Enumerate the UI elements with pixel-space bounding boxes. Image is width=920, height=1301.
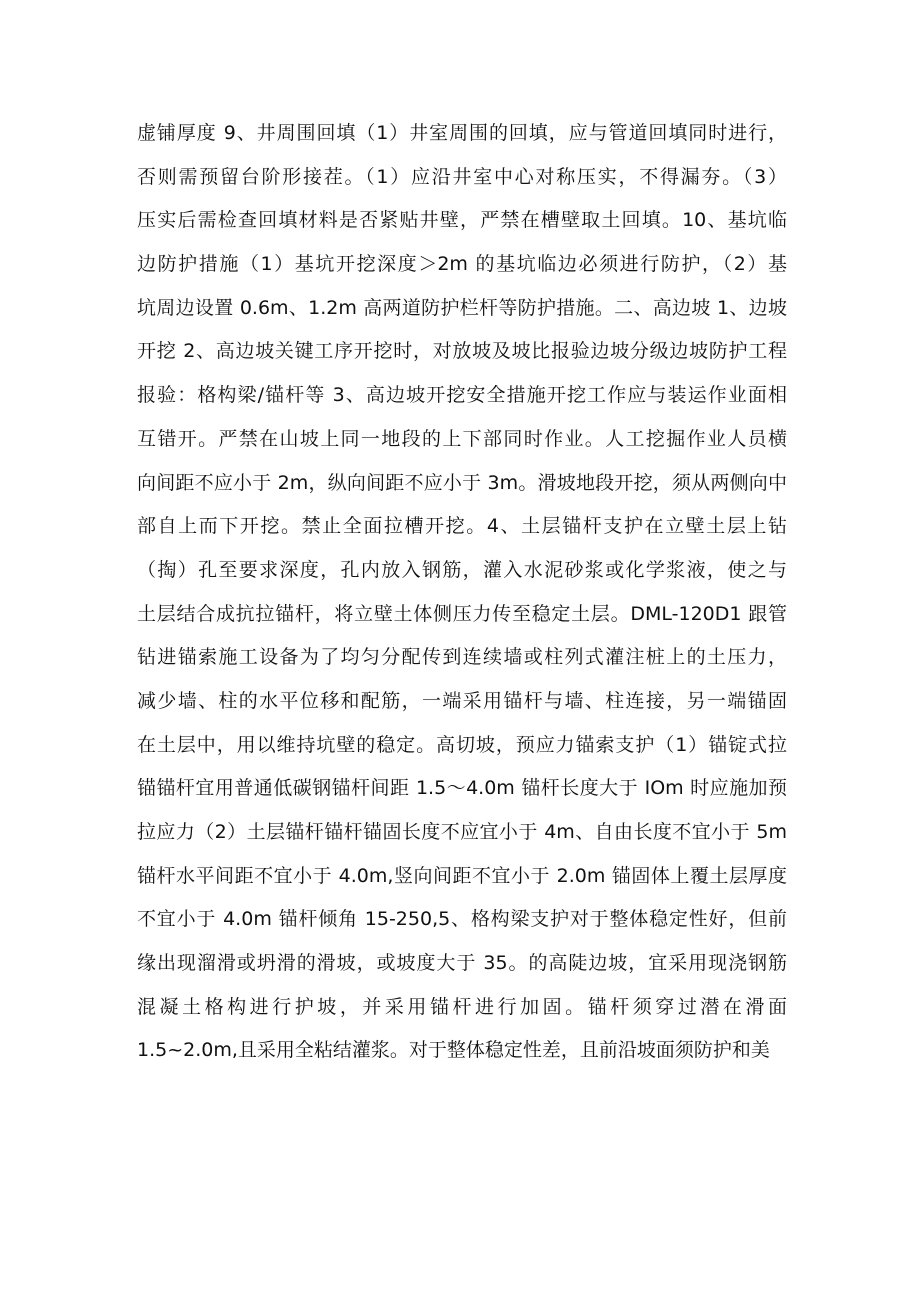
text-line: 互错开。严禁在山坡上同一地段的上下部同时作业。人工挖掘作业人员横 bbox=[137, 427, 787, 450]
text-line: 1.5~2.0m,且采用全粘结灌浆。对于整体稳定性差，且前沿坡面须防护和美 bbox=[137, 1039, 770, 1062]
text-line: 坑周边设置 0.6m、1.2m 高两道防护栏杆等防护措施。二、高边坡 1、边坡 bbox=[137, 296, 787, 319]
text-line: 锚锚杆宜用普通低碳钢锚杆间距 1.5～4.0m 锚杆长度大于 IOm 时应施加预 bbox=[137, 777, 787, 800]
text-line: 向间距不应小于 2m，纵向间距不应小于 3m。滑坡地段开挖，须从两侧向中 bbox=[137, 471, 787, 494]
text-line: 不宜小于 4.0m 锚杆倾角 15-250,5、格构梁支护对于整体稳定性好，但前 bbox=[137, 908, 787, 931]
text-line: 缘出现溜滑或坍滑的滑坡，或坡度大于 35。的高陡边坡，宜采用现浇钢筋 bbox=[137, 952, 787, 975]
text-line: 钻进锚索施工设备为了均匀分配传到连续墙或柱列式灌注桩上的土压力， bbox=[137, 646, 787, 669]
text-line: 否则需预留台阶形接茬。（1）应沿井室中心对称压实，不得漏夯。（3） bbox=[137, 165, 787, 188]
text-line: 在土层中，用以维持坑壁的稳定。高切坡，预应力锚索支护（1）锚锭式拉 bbox=[137, 733, 787, 756]
text-line: 虚铺厚度 9、井周围回填（1）井室周围的回填，应与管道回填同时进行， bbox=[137, 122, 787, 144]
text-line: 锚杆水平间距不宜小于 4.0m,竖向间距不宜小于 2.0m 锚固体上覆土层厚度 bbox=[137, 864, 787, 887]
text-line: 开挖 2、高边坡关键工序开挖时，对放坡及坡比报验边坡分级边坡防护工程 bbox=[137, 340, 787, 363]
text-line: 报验：格构梁/锚杆等 3、高边坡开挖安全措施开挖工作应与装运作业面相 bbox=[137, 384, 787, 407]
text-line: 拉应力（2）土层锚杆锚杆锚固长度不应宜小于 4m、自由长度不宜小于 5m bbox=[137, 821, 787, 843]
text-line: 土层结合成抗拉锚杆，将立壁土体侧压力传至稳定土层。DML-120D1 跟管 bbox=[137, 602, 787, 625]
text-line: 减少墙、柱的水平位移和配筋，一端采用锚杆与墙、柱连接，另一端锚固 bbox=[137, 689, 787, 712]
body-text bbox=[137, 112, 787, 1073]
text-line: 混凝土格构进行护坡，并采用锚杆进行加固。锚杆须穿过潜在滑面 bbox=[137, 995, 787, 1018]
text-line: 边防护措施（1）基坑开挖深度＞2m 的基坑临边必须进行防护，（2）基 bbox=[137, 253, 787, 276]
text-line: 部自上而下开挖。禁止全面拉槽开挖。4、土层锚杆支护在立壁土层上钻 bbox=[137, 515, 787, 538]
text-line: （掏）孔至要求深度，孔内放入钢筋，灌入水泥砂浆或化学浆液，使之与 bbox=[137, 558, 787, 581]
text-line: 压实后需检查回填材料是否紧贴井壁，严禁在槽壁取土回填。10、基坑临 bbox=[137, 209, 787, 232]
